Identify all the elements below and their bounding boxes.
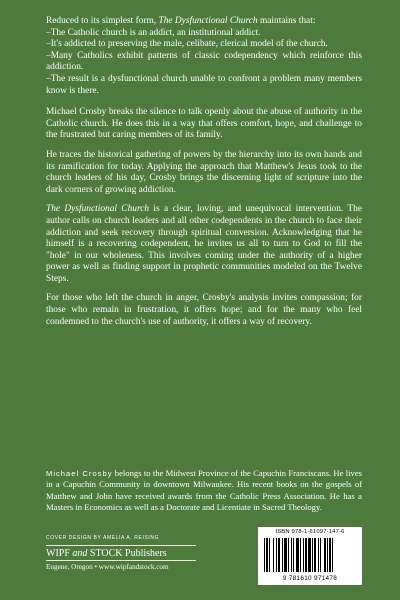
paragraph-intervention-text: is a clear, loving, and unequivocal intervention. The author calls on church leaders and all other codependents in the church to face their addiction and seek recovery through spiritual conversion. Acknowledging that he himself is a recovering codependent, he invites us all to turn to God to fill the "hole" in our wholeness. This involves coming under the authority of a higher power as well as finding support in prophetic communities modeled on the Twelve Steps.	[46, 204, 362, 284]
paragraph-crosby-silence: Michael Crosby breaks the silence to talk openly about the abuse of authority in the Catholic church. He does this in a way that offers comfort, hope, and challenge to the frustrated but caring members of its family.	[46, 107, 362, 141]
barcode-bar	[266, 538, 268, 572]
isbn-label: ISBN 978-1-61097-147-6	[275, 529, 345, 535]
barcode-bar	[308, 538, 311, 572]
intro-prefix: Reduced to its simplest form,	[46, 16, 159, 26]
paragraph-historical: He traces the historical gathering of powers by the hierarchy into its own hands and its ramification for today. Applying the approach that Matthew's Jesus took to the church leaders of his day, Crosby brings the discerning light of scripture into the dark corners of growing addiction.	[46, 149, 362, 195]
barcode-bar	[300, 538, 301, 572]
barcode-bar	[264, 538, 265, 572]
bullet-point: –It's addicted to preserving the male, celibate, clerical model of the church.	[46, 39, 328, 50]
author-bio	[46, 468, 362, 513]
publisher-name	[46, 548, 167, 559]
barcode-bar	[320, 538, 321, 572]
intro-book-title: The Dysfunctional Church	[158, 16, 258, 26]
barcode-bars	[262, 538, 358, 574]
barcode-bar	[312, 538, 313, 572]
barcode-bar	[282, 538, 283, 572]
barcode-bar	[303, 538, 304, 572]
publisher-name-main: WIPF	[46, 548, 73, 559]
barcode-bar	[291, 538, 292, 572]
bullet-point: –The Catholic church is an addict, an institutional addict.	[46, 27, 261, 38]
publisher-name-tail: STOCK Publishers	[87, 548, 167, 559]
bullet-point: –Many Catholics exhibit patterns of classic codependency which reinforce this addiction.	[46, 50, 362, 73]
barcode-bar	[318, 538, 319, 572]
publisher-address: Eugene, Oregon • www.wipfandstock.com	[46, 563, 169, 571]
barcode-bar	[273, 538, 274, 572]
publisher-bottom-rule	[46, 560, 196, 561]
barcode-bar	[293, 538, 294, 572]
barcode-bar	[296, 538, 299, 572]
intro-suffix: maintains that:	[257, 16, 316, 26]
author-name: Michael Crosby	[46, 469, 113, 478]
barcode-bar	[269, 538, 270, 572]
author-bio-text: belongs to the Midwest Province of the Capuchin Franciscans. He lives in a Capuchin Community in downtown Milwaukee. His recent books on the gospels of Matthew and John have received awards from the Catholic Press Association. He has a Masters in Economics as well as a Doctorate and Licentiate in Sacred Theology.	[46, 468, 362, 512]
paragraph-intervention	[46, 204, 362, 285]
cover-design-credit: COVER DESIGN BY AMELIA A. REISING	[46, 535, 160, 541]
barcode-bar	[284, 538, 287, 572]
barcode-bar	[278, 538, 280, 572]
barcode-bar	[327, 538, 328, 572]
barcode-bar	[324, 538, 326, 572]
barcode-bar	[276, 538, 277, 572]
barcode-bar	[332, 538, 333, 572]
barcode-bar	[288, 538, 289, 572]
publisher-top-rule	[46, 545, 196, 546]
paragraph-book-title: The Dysfunctional Church	[46, 204, 150, 215]
barcode-bar	[314, 538, 316, 572]
paragraph-anger: For those who left the church in anger, Crosby's analysis invites compassion; for those who remain in frustration, it offers hope; and for the many who feel condemned to the church's use of authority, it offers a way of recovery.	[46, 293, 362, 327]
barcode-bar	[305, 538, 307, 572]
intro-line	[46, 16, 362, 28]
barcode	[258, 527, 362, 585]
publisher-name-and: and	[72, 548, 88, 559]
bullet-point: –The result is a dysfunctional church unable to confront a problem many members know is there.	[46, 73, 362, 96]
barcode-bar	[329, 538, 331, 572]
description-block	[46, 16, 362, 336]
barcode-digits: 9 781610 971478	[282, 575, 338, 582]
